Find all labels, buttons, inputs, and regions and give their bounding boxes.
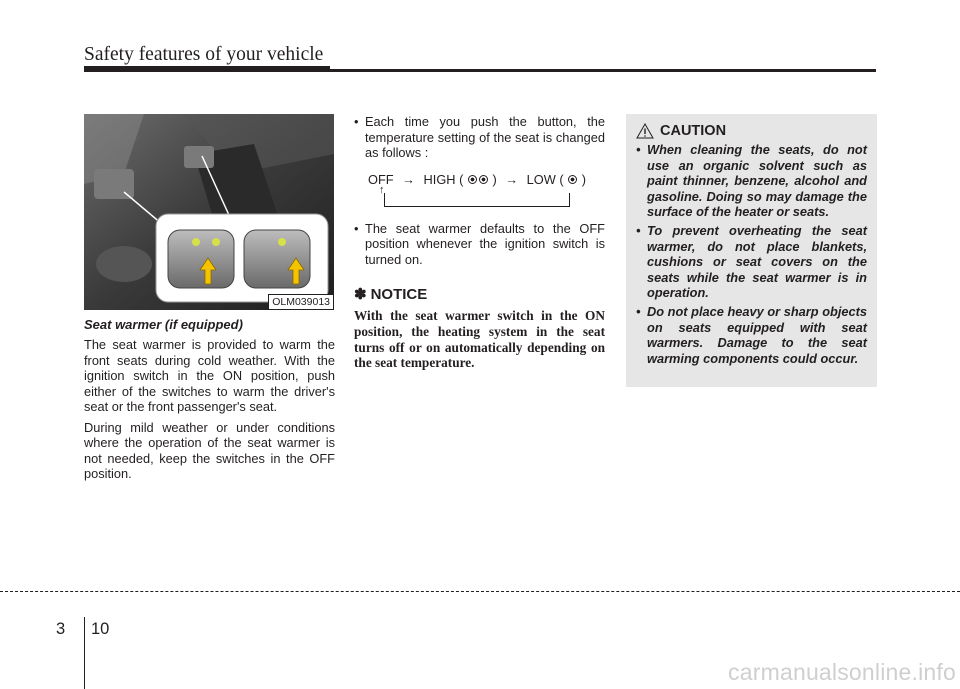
seat-warmer-section xyxy=(84,317,335,487)
sequence-low-close: ) xyxy=(581,171,586,187)
sequence-off: OFF xyxy=(368,171,394,187)
arrow-up-icon: ↑ xyxy=(379,183,385,196)
temperature-sequence-diagram xyxy=(354,171,605,215)
list-item xyxy=(636,304,867,366)
caution-text: To prevent overheating the seat warmer, do not place blankets, cushions or seat covers on the seats while the seat warmer is in operation. xyxy=(647,222,867,301)
page-header-title: Safety features of your vehicle xyxy=(84,44,324,65)
watermark: carmanualsonline.info xyxy=(728,659,956,685)
caution-text: Do not place heavy or sharp objects on seats equipped with seat warmers. Damage to the seat warming components could occur. xyxy=(647,303,867,366)
section-subhead: Seat warmer (if equipped) xyxy=(84,317,243,332)
footer-divider xyxy=(84,617,85,689)
bullet-dot: • xyxy=(636,303,641,319)
indicator-lamp-icon xyxy=(468,175,477,184)
figure-code: OLM039013 xyxy=(268,294,334,310)
list-item xyxy=(636,223,867,301)
list-item xyxy=(354,114,605,161)
list-item-text: The seat warmer defaults to the OFF position whenever the ignition switch is turned on. xyxy=(365,220,605,267)
bullet-dot: • xyxy=(354,114,359,129)
indicator-lamp-icon xyxy=(568,175,577,184)
sequence-low: LOW ( xyxy=(526,171,564,187)
sequence-line xyxy=(368,171,586,187)
warning-triangle-icon xyxy=(636,123,654,139)
sequence-high-close: ) xyxy=(492,171,497,187)
page-number: 10 xyxy=(91,620,110,638)
header-rule xyxy=(84,69,876,72)
notice-asterisk-icon: ✽ xyxy=(354,286,367,303)
seat-warmer-illustration xyxy=(84,114,334,310)
arrow-right-icon: → xyxy=(505,171,519,187)
paragraph: The seat warmer is provided to warm the front seats during cold weather. With the ignition switch in the ON position, push either of the switches to warm the driver's seat or the front passenger's seat. xyxy=(84,337,335,414)
list-item xyxy=(636,142,867,220)
settings-column xyxy=(354,114,605,371)
caution-text: When cleaning the seats, do not use an organic solvent such as paint thinner, benzene, alcohol and gasoline. Doing so may damage the surface of the heater or seats. xyxy=(647,142,867,220)
notice-body: With the seat warmer switch in the ON position, the heating system in the seat turns off or on automatically depending on the seat temperature. xyxy=(354,308,605,371)
notice-heading xyxy=(354,285,605,303)
list-item-text: Each time you push the button, the temperature setting of the seat is changed as follows : xyxy=(365,114,605,160)
caution-title: CAUTION xyxy=(660,123,727,139)
chapter-number: 3 xyxy=(56,620,66,638)
arrow-right-icon: → xyxy=(402,171,415,187)
seat-warmer-switch-photo xyxy=(84,114,334,310)
caution-box xyxy=(626,114,877,387)
sequence-high: HIGH ( xyxy=(423,171,464,187)
sequence-loop-line xyxy=(384,193,570,207)
bullet-dot: • xyxy=(636,222,641,238)
indicator-lamp-icon xyxy=(479,175,488,184)
notice-title: NOTICE xyxy=(370,285,428,303)
bullet-dot: • xyxy=(636,142,641,157)
footer-rule xyxy=(0,591,960,592)
caution-heading xyxy=(636,123,867,139)
paragraph: During mild weather or under conditions where the operation of the seat warmer is not needed, keep the switches in the OFF position. xyxy=(84,419,335,481)
bullet-dot: • xyxy=(354,220,359,236)
list-item xyxy=(354,221,605,268)
